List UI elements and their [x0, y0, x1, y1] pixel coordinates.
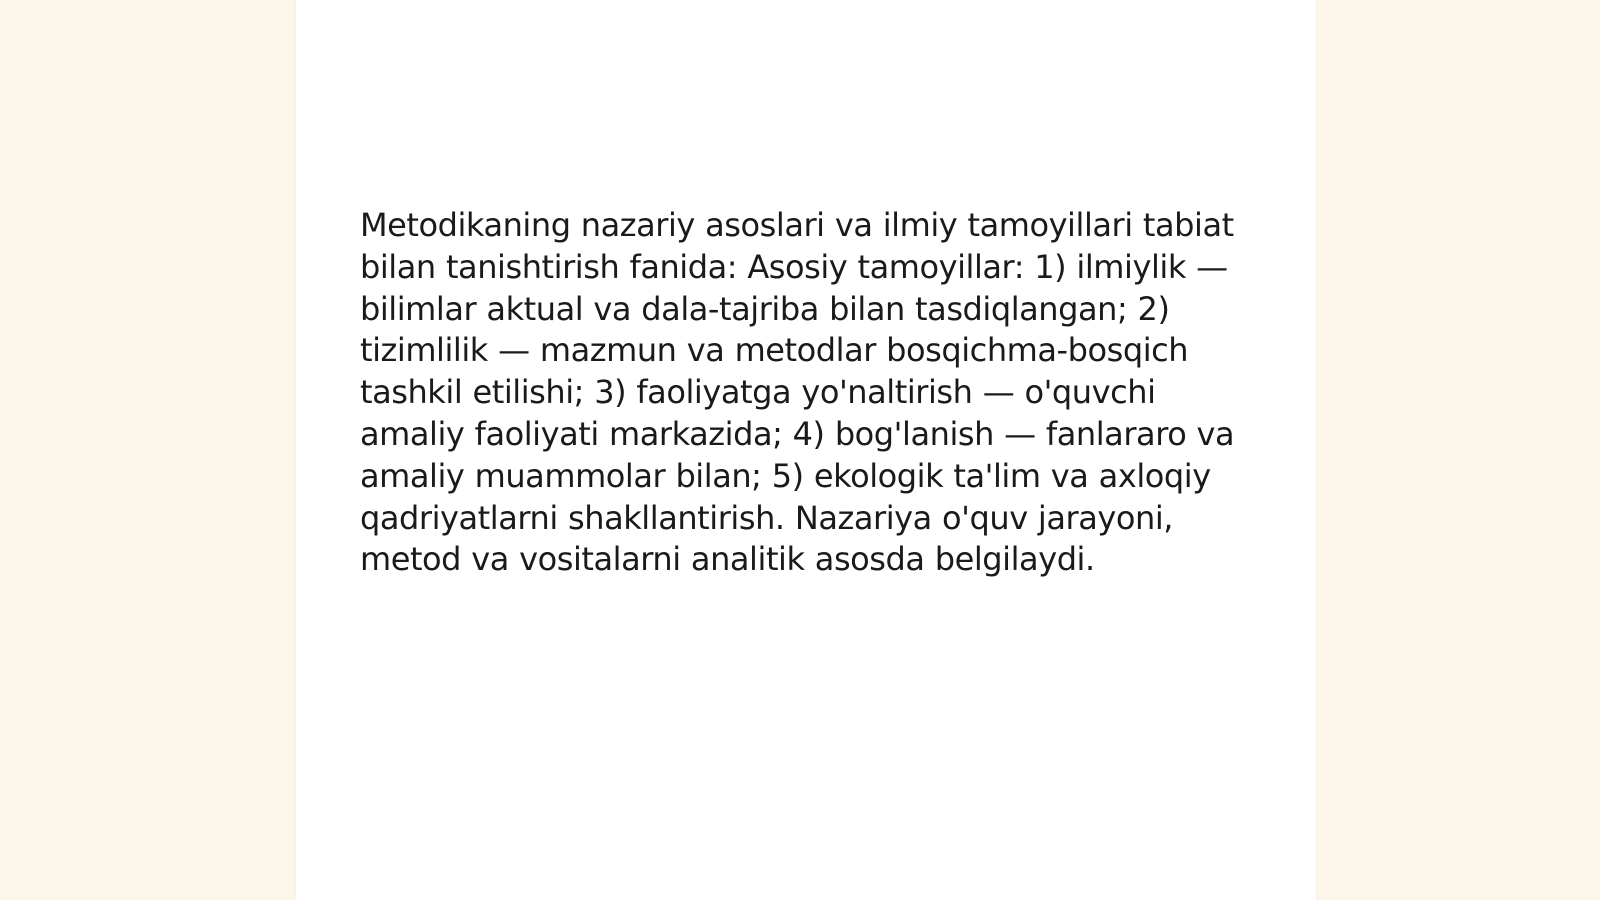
slide	[296, 0, 1316, 900]
slide-body-text: Metodikaning nazariy asoslari va ilmiy tamoyillari tabiat bilan tanishtirish fanida: Asosiy tamoyillar: 1) ilmiylik — bilimlar aktual va dala-tajriba bilan tasdiqlangan; 2) tizimlilik — mazmun va metodlar bosqichma-bosqich tashkil etilishi; 3) faoliyatga yo'naltirish — o'quvchi amaliy faoliyati markazida; 4) bog'lanish — fanlararo va amaliy muammolar bilan; 5) ekologik ta'lim va axloqiy qadriyatlarni shakllantirish. Nazariya o'quv jarayoni, metod va vositalarni analitik asosda belgilaydi.	[360, 206, 1235, 579]
